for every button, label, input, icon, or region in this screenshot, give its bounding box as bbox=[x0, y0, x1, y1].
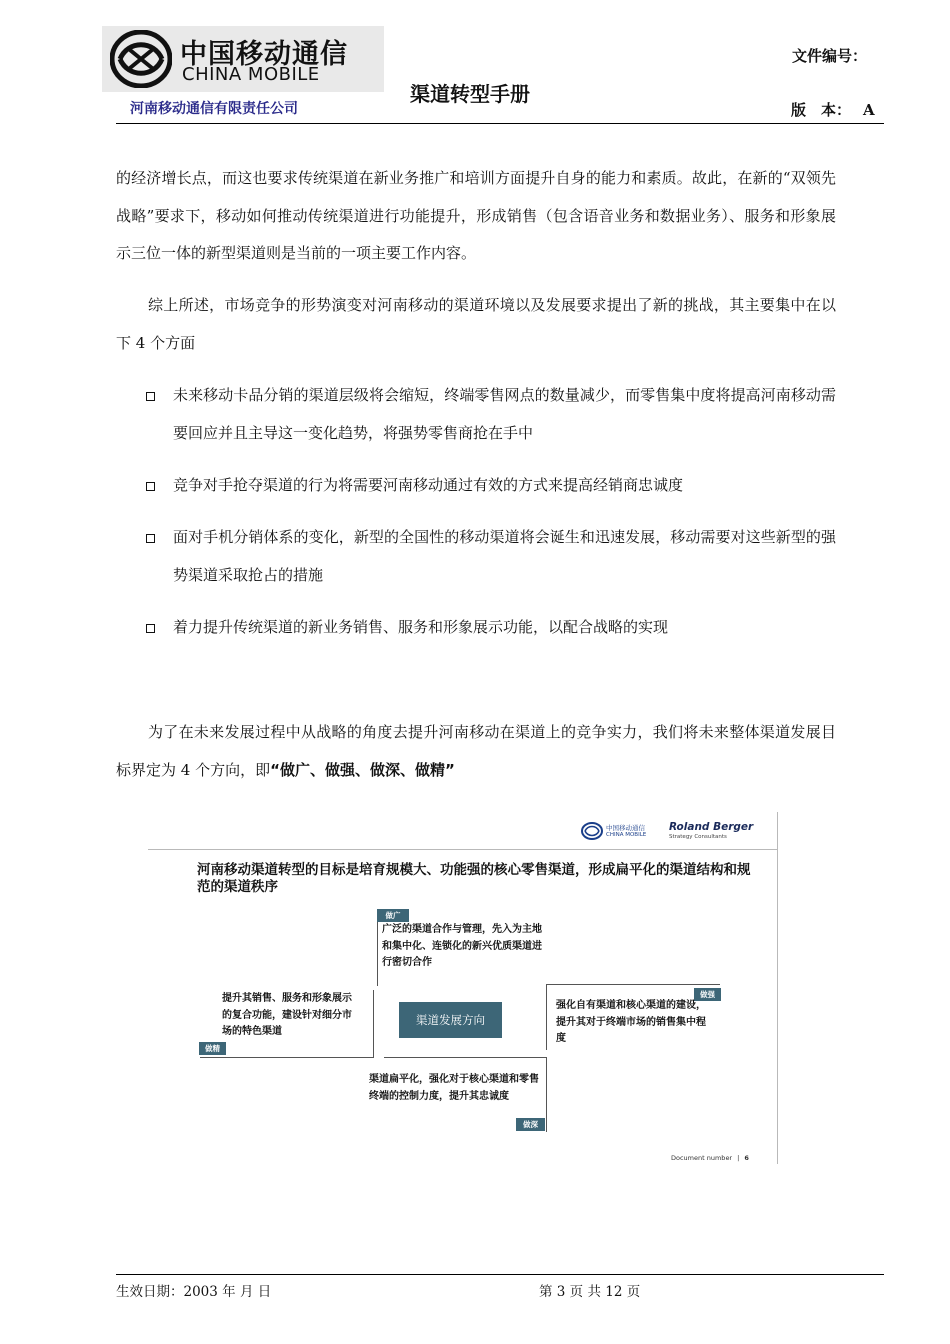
bullet-item bbox=[146, 377, 836, 452]
roland-berger-logo: Roland Berger bbox=[669, 821, 754, 833]
top-quadrant-text: 广泛的渠道合作与管理，先入为主地和集中化、连锁化的新兴优质渠道进行密切合作 bbox=[382, 924, 542, 968]
header-divider bbox=[116, 123, 884, 124]
bullet-item bbox=[146, 519, 836, 594]
china-mobile-emblem-icon bbox=[110, 30, 172, 88]
bullet-item bbox=[146, 609, 836, 647]
paragraph-3-emphasis: “做广、做强、做深、做精” bbox=[270, 760, 455, 779]
slide-footer-label: Document number bbox=[671, 1154, 733, 1162]
left-quadrant-line bbox=[373, 990, 374, 1058]
china-mobile-logo bbox=[102, 26, 384, 92]
bottom-quadrant-hline bbox=[384, 1057, 547, 1058]
slide-title: 河南移动渠道转型的目标是培育规模大、功能强的核心零售渠道，形成扁平化的渠道结构和规范的渠道秩序 bbox=[197, 862, 751, 895]
version-label: 版 本： bbox=[791, 101, 852, 119]
paragraph-2: 综上所述，市场竞争的形势演变对河南移动的渠道环境以及发展要求提出了新的挑战，其主要集中在以下 4 个方面 bbox=[116, 296, 836, 352]
logo-text-cn: 中国移动通信 bbox=[180, 39, 348, 70]
logo-text-en: CHINA MOBILE bbox=[182, 64, 320, 85]
paragraph-3-text: 为了在未来发展过程中从战略的角度去提升河南移动在渠道上的竞争实力，我们将未来整体渠道发展目标界定为 4 个方向，即 bbox=[116, 723, 836, 779]
version bbox=[791, 99, 875, 120]
slide-right-rule bbox=[777, 812, 778, 1164]
effective-date: 生效日期：2003 年 月 日 bbox=[116, 1284, 272, 1300]
checkbox-bullet-icon bbox=[146, 624, 155, 633]
left-quadrant-hline bbox=[200, 1057, 374, 1058]
document-title: 渠道转型手册 bbox=[410, 82, 530, 106]
bullet-text: 未来移动卡品分销的渠道层级将会缩短，终端零售网点的数量减少，而零售集中度将提高河南移动需要回应并且主导这一变化趋势，将强势零售商抢在手中 bbox=[173, 386, 836, 442]
slide-footer-separator: | bbox=[737, 1154, 740, 1162]
roland-berger-subtitle: Strategy Consultants bbox=[669, 834, 727, 840]
center-box: 渠道发展方向 bbox=[399, 1002, 502, 1038]
slide-page-number: 6 bbox=[744, 1154, 749, 1162]
tag-zuoshen: 做深 bbox=[516, 1118, 545, 1131]
bullet-text: 竞争对手抢夺渠道的行为将需要河南移动通过有效的方式来提高经销商忠诚度 bbox=[173, 476, 684, 494]
tag-zuojing: 做精 bbox=[199, 1042, 226, 1055]
paragraph-1: 的经济增长点，而这也要求传统渠道在新业务推广和培训方面提升自身的能力和素质。故此，在新的“双领先战略”要求下，移动如何推动传统渠道进行功能提升，形成销售（包含语音业务和数据业务）、服务和形象展示三位一体的新型渠道则是当前的一项主要工作内容。 bbox=[116, 169, 836, 262]
slide-logo-en: CHINA MOBILE bbox=[606, 832, 647, 838]
bullet-item bbox=[146, 467, 836, 505]
right-quadrant-hline bbox=[546, 984, 720, 985]
checkbox-bullet-icon bbox=[146, 482, 155, 491]
slide-logo-cn: 中国移动通信 bbox=[606, 824, 645, 832]
page-number: 第 3 页 共 12 页 bbox=[539, 1284, 641, 1300]
file-number-label: 文件编号： bbox=[792, 47, 868, 65]
slide-footer bbox=[671, 1154, 749, 1162]
bullet-text: 面对手机分销体系的变化，新型的全国性的移动渠道将会诞生和迅速发展，移动需要对这些新型的强势渠道采取抢占的措施 bbox=[173, 528, 836, 584]
paragraph-3 bbox=[116, 714, 836, 789]
left-quadrant-text: 提升其销售、服务和形象展示的复合功能，建设针对细分市场的特色渠道 bbox=[222, 993, 352, 1037]
right-quadrant-line bbox=[546, 984, 547, 1050]
bottom-quadrant-line bbox=[546, 1057, 547, 1132]
china-mobile-small-logo-icon bbox=[581, 822, 603, 840]
bottom-quadrant-text: 渠道扁平化，强化对于核心渠道和零售终端的控制力度，提升其忠诚度 bbox=[369, 1074, 539, 1102]
tag-zuoguang: 做广 bbox=[377, 909, 409, 922]
footer-divider bbox=[116, 1274, 884, 1275]
company-name: 河南移动通信有限责任公司 bbox=[130, 101, 298, 117]
bullet-text: 着力提升传统渠道的新业务销售、服务和形象展示功能，以配合战略的实现 bbox=[173, 618, 669, 636]
checkbox-bullet-icon bbox=[146, 392, 155, 401]
tag-zuoqiang: 做强 bbox=[694, 988, 721, 1001]
strategy-slide bbox=[148, 812, 780, 1164]
right-quadrant-text: 强化自有渠道和核心渠道的建设，提升其对于终端市场的销售集中程度 bbox=[556, 1000, 706, 1044]
checkbox-bullet-icon bbox=[146, 534, 155, 543]
version-value: A bbox=[863, 101, 875, 119]
slide-top-rule bbox=[148, 849, 778, 850]
